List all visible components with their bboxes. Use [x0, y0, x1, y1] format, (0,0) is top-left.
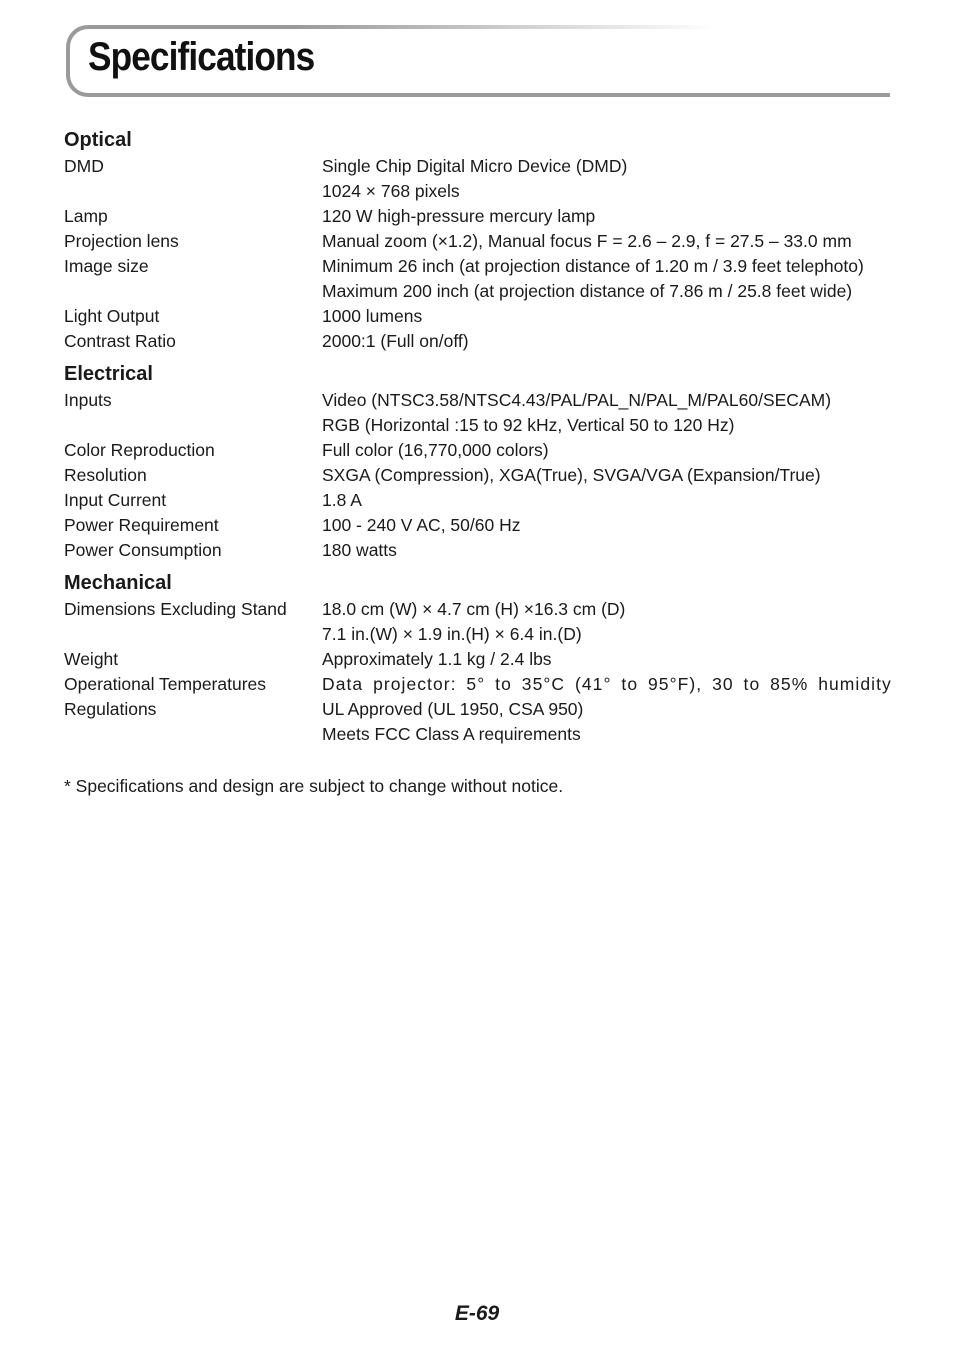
spec-value: Manual zoom (×1.2), Manual focus F = 2.6 – 2.9, f = 27.5 – 33.0 mm: [322, 231, 852, 251]
spec-value: Maximum 200 inch (at projection distance of 7.86 m / 25.8 feet wide): [322, 281, 853, 301]
section-mechanical: [64, 569, 890, 747]
spec-values: [322, 538, 890, 563]
spec-row: [64, 513, 890, 538]
spec-label: Inputs: [64, 390, 112, 410]
spec-row: [64, 488, 890, 513]
spec-row: [64, 154, 890, 204]
spec-row: [64, 672, 890, 697]
section-title: Optical: [64, 129, 132, 151]
spec-values: [322, 463, 890, 488]
spec-value: 180 watts: [322, 540, 397, 560]
spec-value: Minimum 26 inch (at projection distance of 1.20 m / 3.9 feet telephoto): [322, 256, 864, 276]
spec-row: [64, 463, 890, 488]
spec-label: Power Requirement: [64, 515, 219, 535]
spec-label: Color Reproduction: [64, 440, 215, 460]
spec-value: UL Approved (UL 1950, CSA 950): [322, 699, 584, 719]
spec-row: [64, 438, 890, 463]
section-title: Electrical: [64, 363, 153, 385]
spec-value: SXGA (Compression), XGA(True), SVGA/VGA (Expansion/True): [322, 465, 821, 485]
title-banner: [66, 25, 888, 92]
spec-label: Lamp: [64, 206, 108, 226]
title-frame-fade: [296, 25, 896, 29]
spec-values: [322, 488, 890, 513]
spec-label: Contrast Ratio: [64, 331, 176, 351]
spec-row: [64, 304, 890, 329]
spec-values: [322, 304, 890, 329]
spec-row: [64, 254, 890, 304]
spec-value: 7.1 in.(W) × 1.9 in.(H) × 6.4 in.(D): [322, 624, 582, 644]
spec-label: Dimensions Excluding Stand: [64, 599, 287, 619]
spec-row: [64, 597, 890, 647]
spec-label: Regulations: [64, 699, 157, 719]
spec-row: [64, 538, 890, 563]
spec-value: Video (NTSC3.58/NTSC4.43/PAL/PAL_N/PAL_M/PAL60/SECAM): [322, 390, 832, 410]
spec-row: [64, 388, 890, 438]
spec-label: Input Current: [64, 490, 167, 510]
spec-row: [64, 647, 890, 672]
spec-row: [64, 204, 890, 229]
spec-values: [322, 513, 890, 538]
spec-values: [322, 154, 890, 204]
spec-values: [322, 388, 890, 438]
spec-label: Operational Temperatures: [64, 674, 267, 694]
spec-label: Projection lens: [64, 231, 179, 251]
section-electrical: [64, 360, 890, 563]
spec-values: [322, 438, 890, 463]
spec-values: [322, 254, 890, 304]
spec-value: RGB (Horizontal :15 to 92 kHz, Vertical 50 to 120 Hz): [322, 415, 735, 435]
spec-values: [322, 204, 890, 229]
spec-value: Data projector: 5° to 35°C (41° to 95°F), 30 to 85% humidity: [322, 674, 892, 694]
spec-values: [322, 229, 890, 254]
section-optical: [64, 126, 890, 354]
spec-value: Meets FCC Class A requirements: [322, 724, 581, 744]
spec-value: 18.0 cm (W) × 4.7 cm (H) ×16.3 cm (D): [322, 599, 626, 619]
spec-row: [64, 229, 890, 254]
spec-label: Weight: [64, 649, 119, 669]
spec-content: [64, 126, 890, 753]
spec-row: [64, 697, 890, 747]
section-title: Mechanical: [64, 572, 172, 594]
spec-values: [322, 647, 890, 672]
spec-label: Resolution: [64, 465, 147, 485]
spec-value: 100 - 240 V AC, 50/60 Hz: [322, 515, 521, 535]
spec-label: Image size: [64, 256, 149, 276]
spec-value: 1.8 A: [322, 490, 362, 510]
spec-value: 1000 lumens: [322, 306, 423, 326]
spec-values: [322, 697, 890, 747]
footnote: * Specifications and design are subject to change without notice.: [64, 776, 564, 796]
spec-value: Single Chip Digital Micro Device (DMD): [322, 156, 628, 176]
spec-label: DMD: [64, 156, 104, 176]
spec-value: 1024 × 768 pixels: [322, 181, 460, 201]
page-number: E-69: [454, 1302, 500, 1325]
spec-values: [322, 597, 890, 647]
spec-value: 2000:1 (Full on/off): [322, 331, 469, 351]
spec-value: Approximately 1.1 kg / 2.4 lbs: [322, 649, 552, 669]
spec-label: Light Output: [64, 306, 160, 326]
spec-row: [64, 329, 890, 354]
page-title: Specifications: [88, 35, 315, 79]
spec-values: [322, 329, 890, 354]
spec-value: 120 W high-pressure mercury lamp: [322, 206, 596, 226]
spec-label: Power Consumption: [64, 540, 222, 560]
spec-values: [322, 672, 892, 697]
spec-value: Full color (16,770,000 colors): [322, 440, 549, 460]
